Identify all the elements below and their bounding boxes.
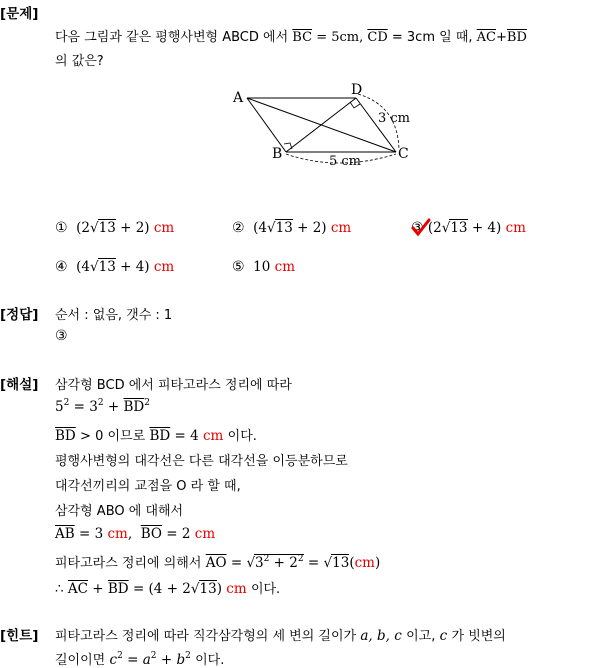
segment-bc: $\overline{BC}$ (292, 30, 313, 45)
explain-line4: 평행사변형의 대각선은 다른 대각선을 이등분하므로 (55, 454, 348, 469)
explain-line2: $5^2 = 3^2 + \overline{BD}^2$ (55, 398, 150, 415)
choice-1[interactable]: ① (2√13 + 2) cm (55, 220, 175, 236)
problem-tag: [문제] (0, 6, 39, 22)
hint-line2: 길이이면 $c^2 = a^2 + b^2$ 이다. (55, 651, 225, 668)
problem-text-line1 (55, 26, 527, 45)
explain-line7: $\overline{AB} = 3$ cm, $\overline{BO} = 2$ cm (55, 526, 216, 542)
choice-5[interactable]: ⑤ 10 cm (232, 259, 296, 275)
explain-line5: 대각선끼리의 교점을 O 라 할 때, (55, 479, 241, 494)
diagonal-bd (286, 98, 356, 152)
choice-3[interactable]: ③ (2√13 + 4) cm (411, 220, 526, 236)
eq-cd: = 3cm 일 때, (391, 30, 473, 45)
sqrt-sign: √ (441, 220, 451, 236)
vertex-a-label: A (233, 90, 244, 106)
sqrt-sign: √ (246, 555, 256, 571)
eq-bc: = 5cm, (316, 30, 364, 45)
vertex-d-label: D (351, 82, 363, 98)
explain-line8: 피타고라스 정리에 의해서 $\overline{AO} = √3^2 + 2^2 = √13(cm)$ (55, 554, 381, 571)
sqrt-sign: √ (90, 259, 99, 275)
problem-text-line2: 의 값은? (55, 54, 104, 69)
parallelogram-figure (228, 80, 428, 170)
explain-line1: 삼각형 BCD 에서 피타고라스 정리에 따라 (55, 378, 292, 393)
length-3cm-label: 3 cm (378, 111, 411, 126)
segment-ac: $\overline{AC}$ (476, 30, 496, 45)
segment-cd: $\overline{CD}$ (367, 30, 388, 45)
choice-2[interactable]: ② (4√13 + 2) cm (232, 220, 352, 236)
hint-tag: [힌트] (0, 628, 39, 644)
plus-sign: + (496, 30, 507, 45)
right-angle-d (350, 102, 360, 108)
sqrt-sign: √ (190, 581, 200, 597)
length-5cm-label: 5 cm (329, 154, 362, 169)
edge-ab (247, 98, 286, 152)
choice-4[interactable]: ④ (4√13 + 4) cm (55, 259, 175, 275)
vertex-c-label: C (398, 146, 409, 162)
explain-line9: ∴ $\overline{AC} + \overline{BD} = (4 + 2√13)$ cm 이다. (55, 581, 281, 597)
sqrt-sign: √ (323, 555, 333, 571)
answer-tag: [정답] (0, 307, 39, 323)
vertex-b-label: B (272, 146, 283, 162)
segment-bd: $\overline{BD}$ (506, 30, 527, 45)
sqrt-sign: √ (90, 220, 99, 236)
sqrt-sign: √ (267, 220, 276, 236)
explain-tag: [해설] (0, 377, 39, 393)
answer-line2: ③ (55, 328, 68, 344)
explain-line3: $\overline{BD} > 0$ 이므로 $\overline{BD} = 4$ cm 이다. (55, 428, 257, 444)
checkmark-icon (411, 218, 431, 238)
hint-line1: 피타고라스 정리에 따라 직각삼각형의 세 변의 길이가 a, b, c 이고, c 가 빗변의 (55, 628, 506, 644)
problem-intro: 다음 그림과 같은 평행사변형 ABCD 에서 (55, 30, 289, 45)
answer-line1: 순서 : 없음, 갯수 : 1 (55, 308, 173, 323)
choice-3-marker: ③ (411, 220, 424, 236)
explain-line6: 삼각형 ABO 에 대해서 (55, 504, 184, 519)
